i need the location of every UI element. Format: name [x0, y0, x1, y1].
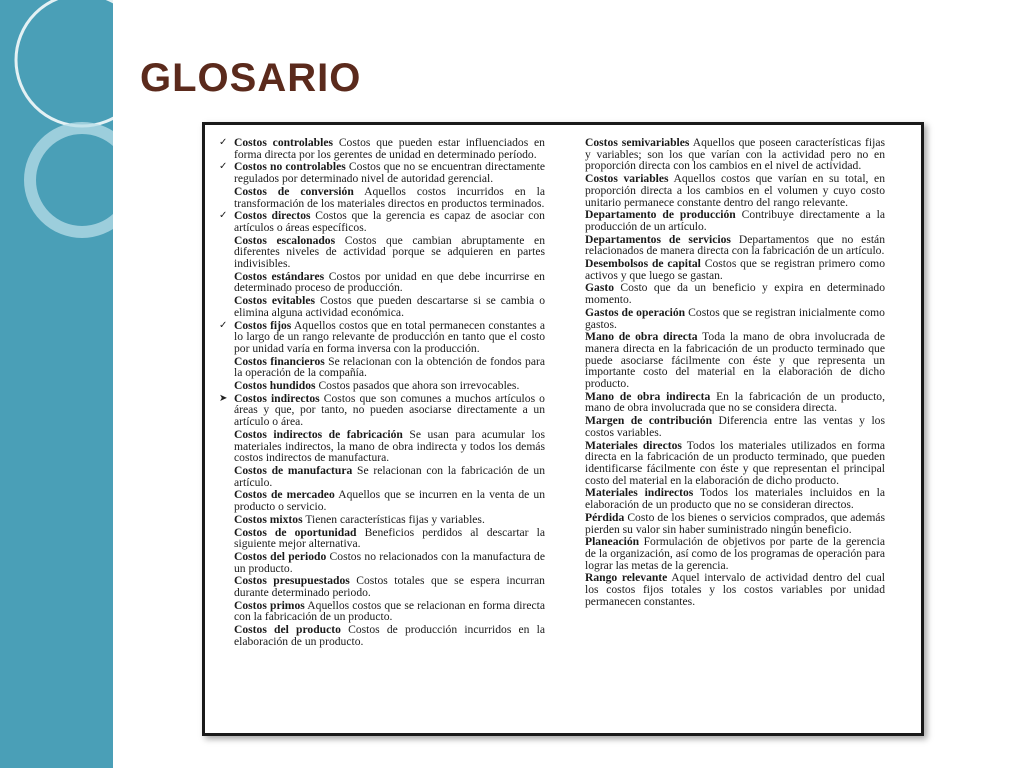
glossary-definition: Todos los materiales utilizados en forma directa en la fabricación de un producto terminado, que pueden identificarse fácilmente con éste y que representan el principal costo del material en la elaboración de dicho producto.	[585, 438, 885, 487]
glossary-term: Costos controlables	[234, 136, 333, 149]
glossary-term: Costos mixtos	[234, 512, 303, 526]
glossary-entry	[219, 393, 545, 428]
glossary-definition: Aquellos costos incurridos en la transformación de los materiales directos en productos terminados.	[234, 184, 545, 210]
glossary-definition: Toda la mano de obra involucrada de manera directa en la fabricación de un producto terminado que puede asociarse fácilmente con éste y que representa un importante costo del material en la elaboración de dicho producto.	[585, 330, 885, 391]
glossary-definition: Costos que no se encuentran directamente regulados por determinado nivel de autoridad gerencial.	[234, 160, 545, 186]
glossary-term: Departamento de producción	[585, 208, 736, 222]
glossary-entry	[570, 512, 885, 535]
glossary-entry	[219, 489, 545, 512]
glossary-term: Departamentos de servicios	[585, 232, 731, 246]
glossary-term: Pérdida	[585, 510, 625, 524]
glossary-term: Costos de mercadeo	[234, 488, 335, 502]
glossary-entry	[570, 234, 885, 257]
glossary-definition: Todos los materiales incluidos en la elaboración de un producto que no se consideran directos.	[585, 486, 885, 512]
glossary-entry	[219, 600, 545, 623]
arrow-mark-icon: ➤	[219, 392, 228, 404]
glossary-entry	[219, 356, 545, 379]
glossary-term: Materiales indirectos	[585, 486, 694, 500]
glossary-term: Costos de manufactura	[234, 463, 353, 477]
glossary-entry	[219, 271, 545, 294]
glossary-term: Costos semivariables	[585, 136, 690, 149]
glossary-entry	[570, 572, 885, 607]
glossary-definition: En la fabricación de un producto, mano de obra involucrada que no se considera directa.	[585, 389, 885, 415]
glossary-entry	[219, 575, 545, 598]
glossary-entry	[219, 210, 545, 233]
glossary-term: Costos presupuestados	[234, 574, 350, 588]
glossary-entry	[570, 536, 885, 571]
glossary-entry	[219, 137, 545, 160]
check-mark-icon: ✓	[219, 319, 228, 331]
page-title: GLOSARIO	[140, 56, 362, 100]
glossary-term: Margen de contribución	[585, 414, 713, 428]
ring-large	[16, 0, 113, 126]
glossary-definition: Se relacionan con la fabricación de un artículo.	[234, 463, 546, 489]
glossary-term: Gastos de operación	[585, 305, 686, 319]
glossary-definition: Aquellos que poseen características fijas y variables; son los que varían con la actividad pero no en proporción directa con los cambios en el nivel de actividad.	[585, 136, 885, 173]
glossary-term: Rango relevante	[585, 571, 668, 585]
glossary-entry	[570, 282, 885, 305]
glossary-definition: Costos que se registran inicialmente como gastos.	[585, 305, 885, 331]
glossary-definition: Costo que da un beneficio y expira en determinado momento.	[585, 281, 885, 307]
glossary-definition: Costos que la gerencia es capaz de asociar con artículos o áreas específicos.	[234, 209, 545, 234]
glossary-term: Costos no controlables	[234, 160, 346, 174]
glossary-entry	[219, 235, 545, 270]
glossary-term: Costos fijos	[234, 318, 292, 332]
glossary-entry	[570, 440, 885, 487]
glossary-entry	[570, 258, 885, 281]
glossary-term: Costos indirectos	[234, 391, 320, 405]
glossary-definition: Beneficios perdidos al descartar la siguiente mejor alternativa.	[234, 525, 545, 551]
glossary-definition: Contribuye directamente a la producción de un artículo.	[585, 208, 885, 233]
glossary-term: Gasto	[585, 281, 614, 295]
glossary-term: Desembolsos de capital	[585, 257, 701, 271]
glossary-left-column	[219, 137, 545, 649]
glossary-term: Costos financieros	[234, 354, 325, 368]
check-mark-icon: ✓	[219, 210, 228, 222]
glossary-image	[202, 122, 924, 736]
glossary-entry	[570, 331, 885, 390]
glossary-entry	[219, 186, 545, 209]
glossary-definition: Costos pasados que ahora son irrevocables.	[318, 379, 520, 393]
glossary-term: Mano de obra indirecta	[585, 389, 711, 403]
glossary-definition: Costos que cambian abruptamente en diferentes niveles de actividad porque se adquieren en partes indivisibles.	[234, 233, 545, 271]
glossary-definition: Costos que pueden estar influenciados en forma directa por los gerentes de unidad en determinado período.	[234, 136, 545, 161]
decorative-sidebar	[0, 0, 113, 768]
ring-thick	[30, 128, 113, 232]
glossary-entry	[219, 295, 545, 318]
glossary-definition: Aquellos costos que se relacionan en forma directa con la fabricación de un producto.	[234, 598, 545, 624]
glossary-right-column	[570, 137, 885, 608]
glossary-term: Costos primos	[234, 598, 305, 612]
glossary-term: Planeación	[585, 535, 640, 549]
glossary-entry	[219, 429, 545, 464]
glossary-definition: Costos que son comunes a muchos artículos o áreas y que, por tanto, no pueden asociarse directamente a un artículo o área.	[234, 391, 545, 429]
glossary-entry	[570, 307, 885, 330]
glossary-definition: Aquellos que se incurren en la venta de un producto o servicio.	[234, 488, 545, 514]
glossary-entry	[219, 527, 545, 550]
glossary-entry	[570, 173, 885, 208]
glossary-entry	[219, 380, 545, 392]
glossary-term: Costos directos	[234, 209, 311, 223]
check-mark-icon: ✓	[219, 161, 228, 173]
glossary-definition: Formulación de objetivos por parte de la gerencia de la organización, así como de los programas de operación para lograr las metas de la gerencia.	[585, 535, 885, 572]
glossary-entry	[570, 209, 885, 232]
glossary-entry	[219, 320, 545, 355]
glossary-definition: Se relacionan con la obtención de fondos para la operación de la compañía.	[234, 354, 545, 380]
glossary-definition: Aquellos costos que varían en su total, en proporción directa a los cambios en el volumen y cuyo costo unitario permanece constante dentro del rango relevante.	[585, 172, 885, 209]
glossary-entry	[570, 391, 885, 414]
decorative-rings	[0, 0, 113, 768]
glossary-term: Costos de oportunidad	[234, 525, 357, 539]
glossary-term: Costos estándares	[234, 269, 325, 283]
glossary-entry	[570, 137, 885, 172]
glossary-term: Costos indirectos de fabricación	[234, 427, 403, 441]
glossary-term: Materiales directos	[585, 438, 682, 452]
glossary-definition: Costos que se registran primero como activos y que luego se gastan.	[585, 257, 885, 282]
glossary-term: Mano de obra directa	[585, 330, 698, 344]
glossary-term: Costos variables	[585, 172, 669, 186]
glossary-definition: Se usan para acumular los materiales indirectos, la mano de obra indirecta y todos los demás costos indirectos de manufactura.	[234, 427, 545, 465]
glossary-definition: Costo de los bienes o servicios comprados, que además pierden su valor sin haber suministrado ningún beneficio.	[585, 510, 885, 536]
glossary-definition: Aquellos costos que en total permanecen constantes a lo largo de un rango relevante de producción en tanto que el costo por unidad varía en forma inversa con la producción.	[234, 318, 545, 355]
glossary-definition: Costos totales que se espera incurran durante determinado periodo.	[234, 574, 545, 600]
glossary-entry	[219, 551, 545, 574]
glossary-definition: Costos de producción incurridos en la elaboración de un producto.	[234, 623, 546, 648]
glossary-definition: Costos por unidad en que debe incurrirse en determinado proceso de producción.	[234, 269, 545, 295]
glossary-term: Costos hundidos	[234, 379, 316, 393]
glossary-definition: Costos no relacionados con la manufactura de un producto.	[234, 549, 545, 575]
glossary-definition: Costos que pueden descartarse si se cambia o elimina alguna actividad económica.	[234, 294, 546, 319]
check-mark-icon: ✓	[219, 137, 228, 148]
glossary-entry	[219, 624, 545, 647]
glossary-term: Costos del periodo	[234, 549, 327, 563]
glossary-term: Costos evitables	[234, 294, 316, 308]
glossary-entry	[219, 465, 545, 488]
glossary-definition: Diferencia entre las ventas y los costos variables.	[585, 414, 885, 439]
glossary-term: Costos de conversión	[234, 184, 354, 198]
glossary-term: Costos del producto	[234, 623, 341, 637]
glossary-entry	[219, 161, 545, 184]
glossary-term: Costos escalonados	[234, 233, 336, 247]
glossary-definition: Tienen características fijas y variables.	[305, 512, 485, 526]
glossary-entry	[570, 487, 885, 510]
glossary-definition: Departamentos que no están relacionados de manera directa con la fabricación de un artículo.	[585, 232, 885, 258]
glossary-entry	[570, 415, 885, 438]
glossary-entry	[219, 514, 545, 526]
glossary-definition: Aquel intervalo de actividad dentro del cual los costos fijos totales y los costos variables por unidad permanecen constantes.	[585, 571, 885, 608]
